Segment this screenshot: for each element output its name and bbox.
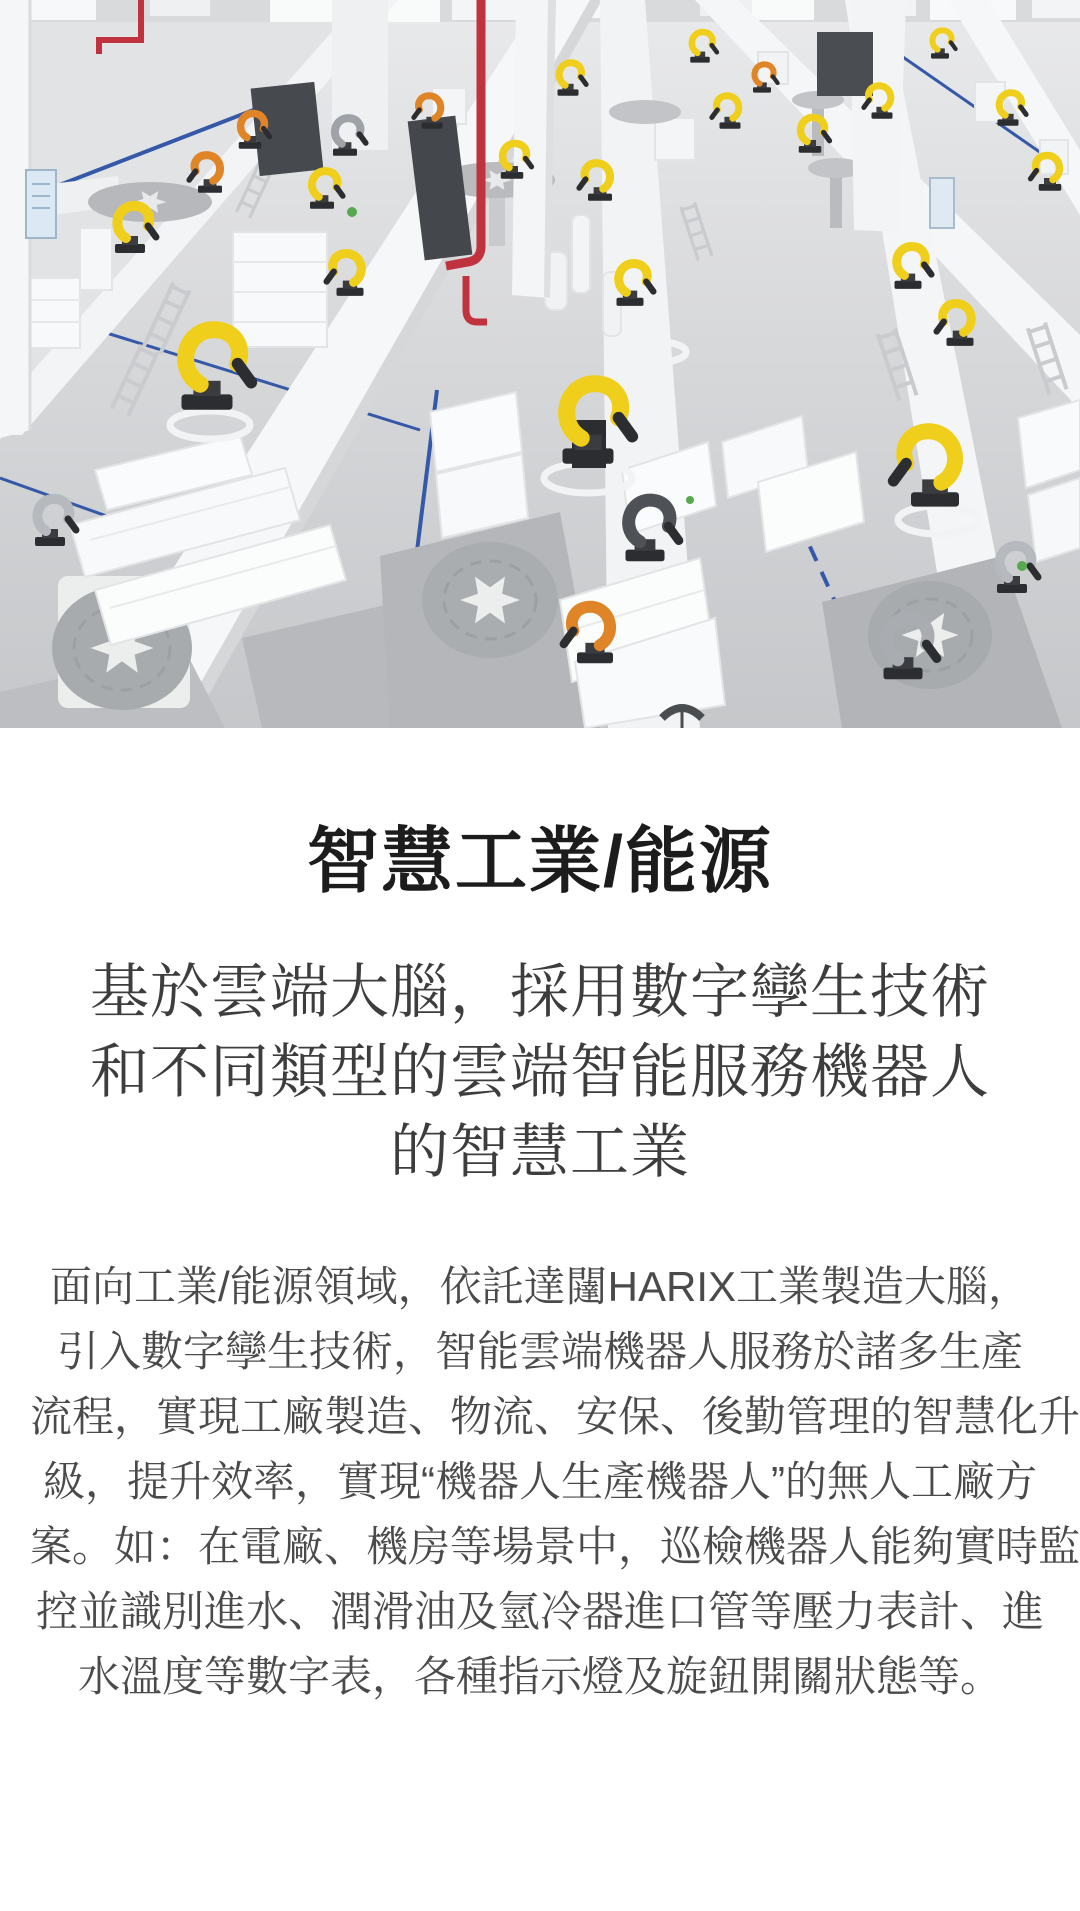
paragraph-line: 流程，實現工廠製造、物流、安保、後勤管理的智慧化升 xyxy=(30,1393,1080,1441)
paragraph-line: 水溫度等數字表，各種指示燈及旋鈕開關狀態等。 xyxy=(77,1653,1002,1701)
factory-scene xyxy=(0,0,1080,728)
paragraph-line: 面向工業/能源領域，依託達闥HARIX工業製造大腦， xyxy=(49,1263,1031,1311)
page-subtitle xyxy=(0,952,1080,1192)
page-title: 智慧工業/能源 xyxy=(306,822,773,902)
paragraph-line: 案。如：在電廠、機房等場景中，巡檢機器人能夠實時監 xyxy=(30,1523,1080,1571)
factory-video-still xyxy=(0,0,1080,728)
description-paragraph xyxy=(30,1254,1080,1709)
paragraph-line: 引入數字孿生技術，智能雲端機器人服務於諸多生產 xyxy=(56,1328,1023,1376)
paragraph-line: 級，提升效率，實現“機器人生產機器人”的無人工廠方 xyxy=(43,1458,1037,1506)
subtitle-line: 基於雲端大腦，採用數字孿生技術 xyxy=(89,959,990,1026)
subtitle-line: 和不同類型的雲端智能服務機器人 xyxy=(89,1039,990,1106)
subtitle-line: 的智慧工業 xyxy=(389,1119,690,1186)
paragraph-line: 控並識別進水、潤滑油及氫冷器進口管等壓力表計、進 xyxy=(35,1588,1044,1636)
